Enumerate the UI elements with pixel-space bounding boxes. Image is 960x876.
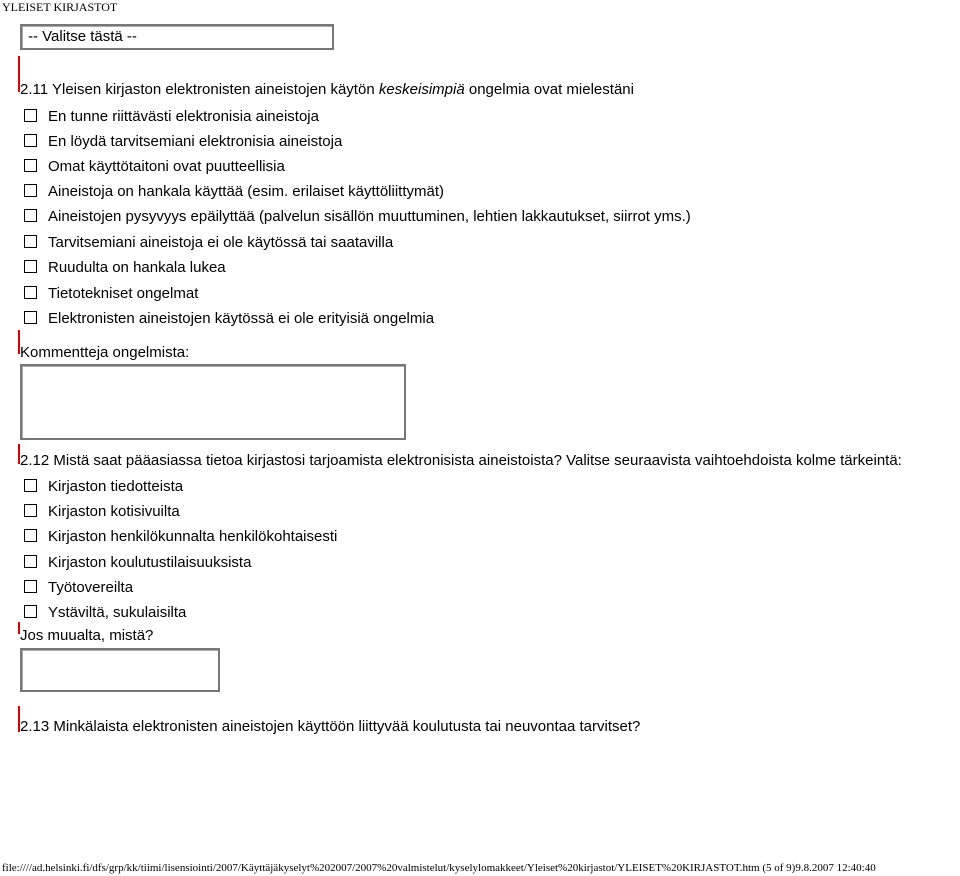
checkbox[interactable] <box>24 580 37 593</box>
checkbox[interactable] <box>24 286 37 299</box>
comment-textarea[interactable] <box>20 364 406 440</box>
q11-option[interactable] <box>24 107 319 127</box>
question-2-11-prefix: 2.11 Yleisen kirjaston elektronisten aineistojen käytön <box>20 81 379 98</box>
q11-option[interactable] <box>24 233 393 253</box>
option-label: Kirjaston henkilökunnalta henkilökohtaisesti <box>48 528 338 545</box>
option-label: Omat käyttötaitoni ovat puutteellisia <box>48 158 285 175</box>
option-label: Kirjaston tiedotteista <box>48 478 184 495</box>
option-label: Työtovereilta <box>48 579 134 596</box>
checkbox[interactable] <box>24 555 37 568</box>
checkbox[interactable] <box>24 311 37 324</box>
page-footer-url: file:////ad.helsinki.fi/dfs/grp/kk/tiimi/lisensiointi/2007/Käyttäjäkyselyt%202007/2007%20valmistelut/kyselylomakkeet/Yleiset%20kirjastot/YLEISET%20KIRJASTOT.htm (5 of 9)9.8.2007 12:40:40 <box>2 862 876 874</box>
q12-option[interactable] <box>24 578 133 598</box>
q11-option[interactable] <box>24 132 342 152</box>
option-label: En löydä tarvitsemiani elektronisia aineistoja <box>48 133 343 150</box>
checkbox[interactable] <box>24 184 37 197</box>
q12-option[interactable] <box>24 603 186 623</box>
option-label: Tarvitsemiani aineistoja ei ole käytössä tai saatavilla <box>48 234 394 251</box>
option-label: Kirjaston koulutustilaisuuksista <box>48 554 252 571</box>
checkbox[interactable] <box>24 605 37 618</box>
option-label: Ruudulta on hankala lukea <box>48 259 226 276</box>
option-label: Tietotekniset ongelmat <box>48 285 199 302</box>
checkbox[interactable] <box>24 479 37 492</box>
checkbox[interactable] <box>24 504 37 517</box>
checkbox[interactable] <box>24 159 37 172</box>
q12-option[interactable] <box>24 477 183 497</box>
checkbox[interactable] <box>24 235 37 248</box>
q11-option[interactable] <box>24 258 226 278</box>
other-source-input[interactable] <box>20 648 220 692</box>
option-label: En tunne riittävästi elektronisia aineistoja <box>48 108 319 125</box>
checkbox[interactable] <box>24 134 37 147</box>
page-header-title: YLEISET KIRJASTOT <box>2 0 118 14</box>
q11-option[interactable] <box>24 157 285 177</box>
option-label: Aineistojen pysyvyys epäilyttää (palvelun sisällön muuttuminen, lehtien lakkautukset, siirrot yms.) <box>48 208 691 225</box>
q11-option[interactable] <box>24 284 198 304</box>
comment-label: Kommentteja ongelmista: <box>20 344 190 361</box>
checkbox[interactable] <box>24 209 37 222</box>
q11-option[interactable] <box>24 309 434 329</box>
question-2-11-suffix: ongelmia ovat mielestäni <box>464 81 634 98</box>
option-label: Ystäviltä, sukulaisilta <box>48 604 187 621</box>
other-source-label: Jos muualta, mistä? <box>20 627 154 644</box>
q12-option[interactable] <box>24 502 180 522</box>
question-2-11 <box>20 81 634 98</box>
q12-option[interactable] <box>24 527 337 547</box>
library-select[interactable]: -- Valitse tästä -- <box>20 24 334 50</box>
q12-option[interactable] <box>24 553 251 573</box>
question-2-13: 2.13 Minkälaista elektronisten aineistojen käyttöön liittyvää koulutusta tai neuvontaa tarvitset? <box>20 718 641 735</box>
option-label: Kirjaston kotisivuilta <box>48 503 180 520</box>
checkbox[interactable] <box>24 260 37 273</box>
q11-option[interactable] <box>24 207 691 227</box>
checkbox[interactable] <box>24 109 37 122</box>
option-label: Aineistoja on hankala käyttää (esim. erilaiset käyttöliittymät) <box>48 183 445 200</box>
q11-option[interactable] <box>24 182 444 202</box>
checkbox[interactable] <box>24 529 37 542</box>
option-label: Elektronisten aineistojen käytössä ei ole erityisiä ongelmia <box>48 310 435 327</box>
question-2-12: 2.12 Mistä saat pääasiassa tietoa kirjastosi tarjoamista elektronisista aineistoista? Valitse seuraavista vaihtoehdoista kolme tärkeintä: <box>20 452 902 469</box>
question-2-11-emphasis: keskeisimpiä <box>378 81 465 98</box>
